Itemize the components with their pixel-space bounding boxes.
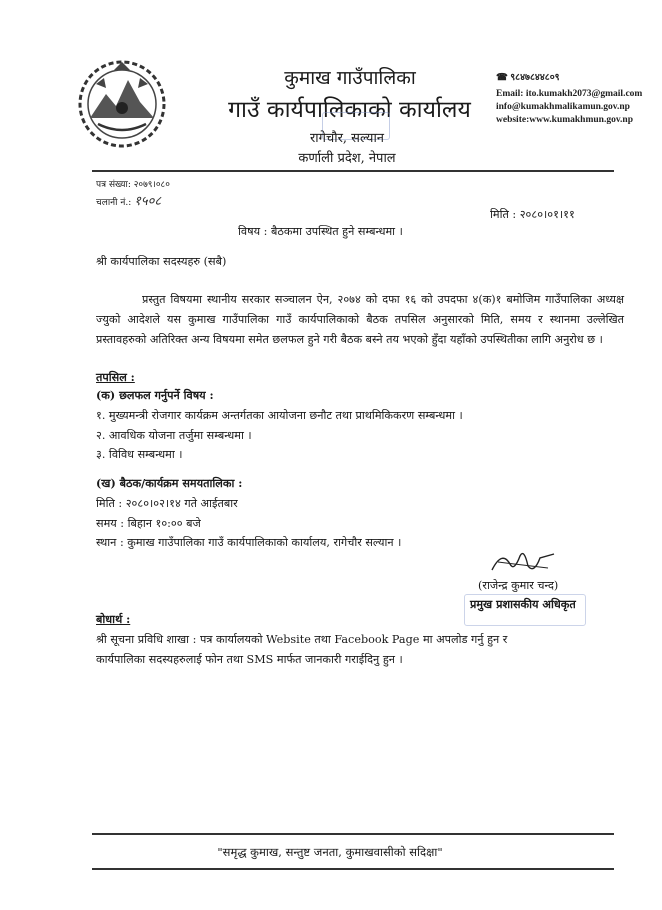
email-primary: Email: ito.kumakh2073@gmail.com — [496, 89, 643, 99]
signatory-title: प्रमुख प्रशासकीय अधिकृत — [470, 597, 576, 611]
section-b-title: (ख) बैठक/कार्यक्रम समयतालिका : — [96, 476, 243, 490]
nepal-emblem-icon — [76, 58, 168, 150]
recipient: श्री कार्यपालिका सदस्यहरु (सबै) — [96, 255, 227, 268]
list-item: ३. विविध सम्बन्धमा । — [96, 448, 183, 461]
schedule-list — [96, 494, 626, 553]
footer-slogan: "समृद्ध कुमाख, सन्तुष्ट जनता, कुमाखवासीको सदिक्षा" — [217, 845, 443, 859]
header-divider — [92, 170, 614, 172]
footer-divider-top — [92, 833, 614, 835]
tapsil-title: तपसिल : — [96, 370, 135, 384]
chalani-label: चलानी नं.: — [96, 198, 135, 208]
office-name: गाउँ कार्यपालिकाको कार्यालय — [228, 97, 471, 123]
patra-sankhya: पत्र संख्या: २०७९।०८० — [96, 180, 170, 190]
footer-divider-bottom — [92, 868, 614, 870]
body-paragraph: प्रस्तुत विषयमा स्थानीय सरकार सञ्चालन ऐन, २०७४ को दफा १६ को उपदफा ४(क)१ बमोजिम गाउँपालिका अध्यक्ष ज्युको आदेशले यस कुमाख गाउँपालिका गाउँ कार्यपालिकाको बैठक तपसिल अनुसारको मिति, समय र स्थानमा उल्लेखित प्रस्तावहरुको अतिरिक्त अन्य विषयमा समेत छलफल हुने गरी बैठक बस्ने तय भएको हुँदा यहाँको उपस्थितीका लागि अनुरोध छ । — [96, 293, 624, 346]
list-item: २. आवधिक योजना तर्जुमा सम्बन्धमा । — [96, 428, 252, 442]
list-item: स्थान : कुमाख गाउँपालिका गाउँ कार्यपालिकाको कार्यालय, रागेचौर सल्यान । — [96, 536, 402, 549]
bodhartha-title: बोधार्थ : — [96, 612, 131, 626]
bodhartha-line2: कार्यपालिका सदस्यहरुलाई फोन तथा SMS मार्फत जानकारी गराईदिनु हुन । — [96, 653, 403, 666]
list-item: मिति : २०८०।०२।१४ गते आईतबार — [96, 497, 238, 510]
phone-number: ९८४७८४४८०९ — [510, 73, 560, 83]
province-name: कर्णाली प्रदेश, नेपाल — [298, 151, 396, 166]
signatory-name: (राजेन्द्र कुमार चन्द) — [478, 579, 559, 592]
chalani-row — [96, 191, 161, 209]
section-a-title: (क) छलफल गर्नुपर्ने विषय : — [96, 388, 214, 402]
phone-icon: ☎ — [496, 73, 508, 83]
email-secondary: info@kumakhmalikamun.gov.np — [496, 102, 630, 112]
list-item: १. मुख्यमन्त्री रोजगार कार्यक्रम अन्तर्गतका आयोजना छनौट तथा प्राथमिकिकरण सम्बन्धमा । — [96, 409, 463, 422]
subject-line: विषय : बैठकमा उपस्थित हुने सम्बन्धमा । — [238, 225, 403, 238]
contact-block — [496, 72, 656, 127]
letter-date: मिति : २०८०।०१।११ — [490, 208, 575, 221]
bodhartha-line1: श्री सूचना प्रविधि शाखा : पत्र कार्यालयको Website तथा Facebook Page मा अपलोड गर्नु हुन र — [96, 633, 508, 646]
list-item: समय : बिहान १०:०० बजे — [96, 516, 201, 530]
agenda-list — [96, 406, 626, 465]
municipality-name: कुमाख गाउँपालिका — [284, 67, 416, 89]
chalani-number: १५०८ — [134, 194, 162, 209]
office-location: रागेचौर, सल्यान — [309, 131, 385, 146]
website: website:www.kumakhmun.gov.np — [496, 115, 633, 125]
signature-icon — [488, 546, 558, 576]
